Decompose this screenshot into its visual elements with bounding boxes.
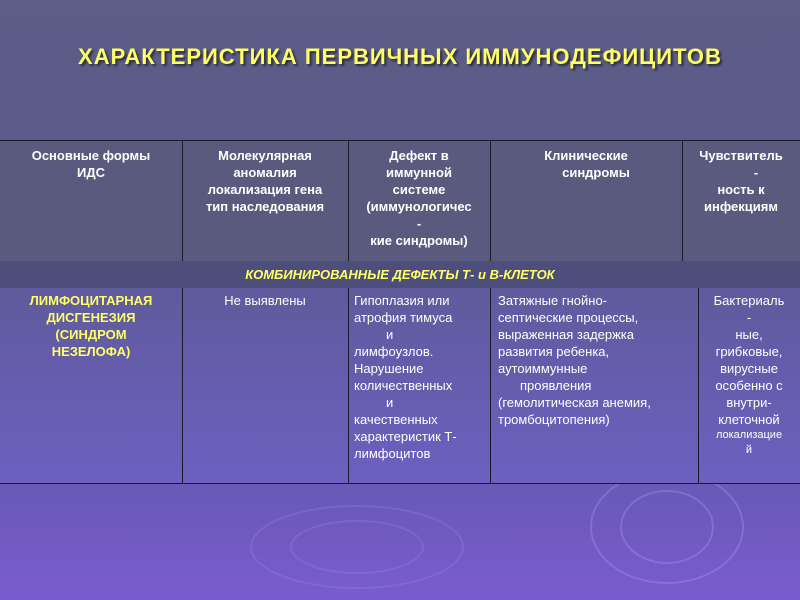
- header-line: системе: [392, 182, 446, 197]
- cell-line: проявления: [520, 378, 592, 393]
- section-band-label: КОМБИНИРОВАННЫЕ ДЕФЕКТЫ Т- и В-КЛЕТОК: [245, 267, 555, 282]
- header-line: инфекциям: [704, 199, 778, 214]
- header-line: ИДС: [77, 165, 105, 180]
- cell-line: Бактериаль: [713, 293, 785, 308]
- cell-line: ДИСГЕНЕЗИЯ: [46, 310, 136, 325]
- header-line: Дефект в: [389, 148, 449, 163]
- header-line: локализация гена: [207, 182, 323, 197]
- header-line: иммунной: [386, 165, 452, 180]
- cell-line: Не выявлены: [224, 293, 306, 308]
- header-line: аномалия: [233, 165, 297, 180]
- header-line: Чувствитель: [699, 148, 783, 163]
- cell-line: атрофия тимуса: [354, 310, 453, 325]
- header-line: ность к: [717, 182, 765, 197]
- cell-molecular: [182, 288, 348, 483]
- cell-line: лимфоцитов: [354, 446, 431, 461]
- cell-line: аутоиммунные: [498, 361, 588, 376]
- cell-line: й: [745, 444, 753, 456]
- cell-line: особенно с: [715, 378, 783, 393]
- immunodeficiency-table: [0, 140, 800, 483]
- cell-line: ные,: [735, 327, 763, 342]
- cell-clinical: [490, 288, 698, 483]
- header-cell-clinical: [490, 141, 682, 262]
- header-line: кие синдромы): [370, 233, 468, 248]
- table-row: [0, 288, 800, 484]
- cell-sensitivity: [698, 288, 800, 483]
- decorative-ripple: [290, 520, 424, 574]
- cell-line: характеристик Т-: [354, 429, 457, 444]
- header-line: Молекулярная: [218, 148, 312, 163]
- cell-line: ЛИМФОЦИТАРНАЯ: [29, 293, 153, 308]
- cell-line: и: [386, 395, 394, 410]
- slide-title: ХАРАКТЕРИСТИКА ПЕРВИЧНЫХ ИММУНОДЕФИЦИТОВ: [78, 44, 722, 69]
- header-cell-forms: [0, 141, 182, 262]
- cell-line: выраженная задержка: [498, 327, 635, 342]
- cell-line: лимфоузлов.: [354, 344, 434, 359]
- header-line: -: [416, 216, 422, 231]
- cell-immune-defect: [348, 288, 490, 483]
- cell-line: качественных: [354, 412, 438, 427]
- cell-line: (гемолитическая анемия,: [498, 395, 651, 410]
- header-line: Основные формы: [31, 148, 151, 163]
- header-line: Клинические: [544, 148, 628, 163]
- header-line: -: [753, 165, 759, 180]
- header-line: синдромы: [562, 165, 630, 180]
- cell-line: локализацие: [715, 429, 783, 441]
- cell-line: (СИНДРОМ: [55, 327, 127, 342]
- cell-line: вирусные: [720, 361, 778, 376]
- header-line: тип наследования: [205, 199, 325, 214]
- cell-line: грибковые,: [715, 344, 783, 359]
- header-line: (иммунологичес: [366, 199, 472, 214]
- cell-line: развития ребенка,: [498, 344, 610, 359]
- table-header-row: [0, 140, 800, 263]
- decorative-ripple: [620, 490, 714, 564]
- header-cell-sensitivity: [682, 141, 800, 262]
- cell-line: количественных: [354, 378, 453, 393]
- cell-line: септические процессы,: [498, 310, 639, 325]
- cell-line: Затяжные гнойно-: [498, 293, 608, 308]
- header-cell-molecular: [182, 141, 348, 262]
- header-cell-immune-defect: [348, 141, 490, 262]
- cell-form: [0, 288, 182, 483]
- cell-line: клеточной: [718, 412, 780, 427]
- cell-line: и: [386, 327, 394, 342]
- table-section-band: [0, 261, 800, 289]
- cell-line: тромбоцитопения): [498, 412, 610, 427]
- cell-line: Нарушение: [354, 361, 424, 376]
- cell-line: НЕЗЕЛОФА): [51, 344, 131, 359]
- cell-line: -: [746, 310, 752, 325]
- cell-line: Гипоплазия или: [354, 293, 450, 308]
- cell-line: внутри-: [726, 395, 772, 410]
